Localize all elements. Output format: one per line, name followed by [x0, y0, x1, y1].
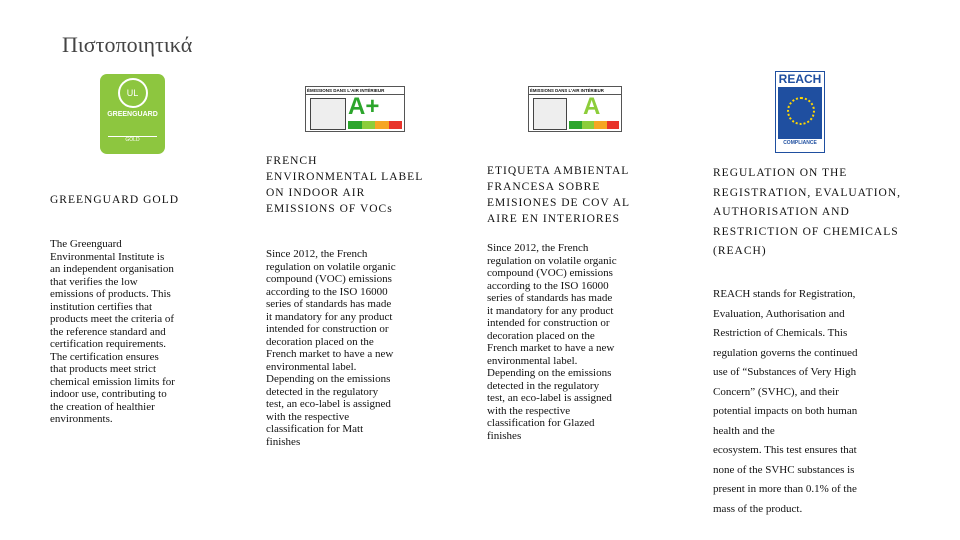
greenguard-logo: UL GREENGUARD GOLD — [100, 74, 165, 154]
ul-icon: UL — [118, 78, 148, 108]
heading-greenguard: GREENGUARD GOLD — [50, 194, 180, 206]
body-reach: REACH stands for Registration, Evaluation, Authorisation and Restriction of Chemicals. This regulation governs the continued use of “Substances of Very High Concern” (SVHC), and their potential impacts on both human health and the ecosystem. This test ensures that none of the SVHC substances is present in more than 0.1% of the mass of the product. — [713, 288, 858, 515]
eu-stars-icon — [778, 87, 822, 139]
heading-reach: REGULATION ON THE REGISTRATION, EVALUATION, AUTHORISATION AND RESTRICTION OF CHEMICALS (REACH) — [713, 167, 902, 257]
house-icon — [533, 98, 567, 130]
reach-logo: REACH COMPLIANCE — [775, 71, 825, 153]
body-french-label: Since 2012, the French regulation on volatile organic compound (VOC) emissions according to the ISO 16000 series of standards has made it mandatory for any product intended for construction or decoration placed on the French market to have a new environmental label. Depending on the emissions detected in the regulatory test, an eco-label is assigned with the respective classification for Matt finishes — [266, 248, 396, 448]
body-greenguard: The Greenguard Environmental Institute is an independent organisation that verifies the low emissions of products. This institution certifies that products meet the criteria of the reference standard and certification requirements. The certification ensures that products meet strict chemical emission limits for indoor use, contributing to the creation of healthier environments. — [50, 238, 175, 425]
house-icon — [310, 98, 346, 130]
body-etiqueta: Since 2012, the French regulation on volatile organic compound (VOC) emissions according to the ISO 16000 series of standards has made it mandatory for any product intended for construction or decoration placed on the French market to have a new environmental label. Depending on the emissions detected in the regulatory test, an eco-label is assigned with the respective classification for Glazed finishes — [487, 242, 617, 442]
page-title: Πιστοποιητικά — [62, 32, 193, 57]
heading-french-label: FRENCH ENVIRONMENTAL LABEL ON INDOOR AIR EMISSIONS OF VOCs — [266, 155, 424, 215]
emissions-label-a: ÉMISSIONS DANS L'AIR INTÉRIEUR A — [528, 86, 622, 132]
emissions-label-a-plus: ÉMISSIONS DANS L'AIR INTÉRIEUR A+ — [305, 86, 405, 132]
heading-etiqueta: ETIQUETA AMBIENTAL FRANCESA SOBRE EMISIONES DE COV AL AIRE EN INTERIORES — [487, 165, 631, 225]
